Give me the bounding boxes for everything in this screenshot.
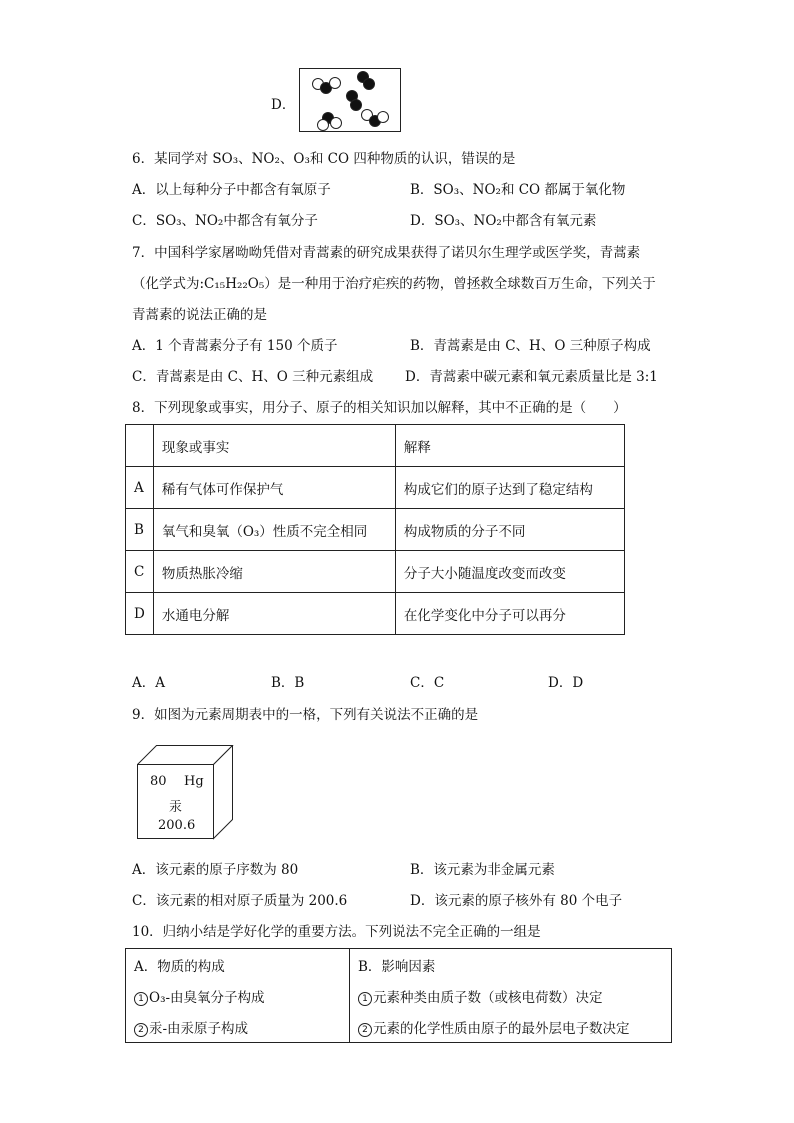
left-item-1: 1 O₃-由臭氧分子构成 bbox=[126, 980, 350, 1011]
circled-number-icon: 1 bbox=[358, 992, 372, 1006]
row-fact: 氧气和臭氧（O₃）性质不完全相同 bbox=[153, 509, 395, 551]
header-fact: 现象或事实 bbox=[153, 425, 395, 467]
white-atom bbox=[378, 112, 389, 123]
row-explain: 构成它们的原子达到了稳定结构 bbox=[395, 467, 624, 509]
white-atom bbox=[318, 120, 329, 131]
element-symbol: Hg bbox=[184, 774, 204, 789]
row-explain: 在化学变化中分子可以再分 bbox=[395, 593, 624, 635]
q6-stem: 6．某同学对 SO₃、NO₂、O₃和 CO 四种物质的认识，错误的是 bbox=[132, 151, 516, 167]
q10-table bbox=[125, 948, 672, 1043]
q7-option-b[interactable]: B．青蒿素是由 C、H、O 三种原子构成 bbox=[410, 338, 651, 354]
black-atom bbox=[351, 100, 362, 111]
row-explain: 分子大小随温度改变而改变 bbox=[395, 551, 624, 593]
row-key: D bbox=[126, 593, 154, 635]
table-header-row bbox=[126, 425, 625, 467]
row-fact: 稀有气体可作保护气 bbox=[153, 467, 395, 509]
q7-stem-line2: （化学式为:C₁₅H₂₂O₅）是一种用于治疗疟疾的药物，曾拯救全球数百万生命，下列关于 bbox=[132, 276, 656, 292]
black-atom bbox=[364, 79, 375, 90]
circled-number-icon: 2 bbox=[358, 1023, 372, 1037]
white-atom bbox=[331, 118, 342, 129]
q9-option-a[interactable]: A．该元素的原子序数为 80 bbox=[132, 862, 299, 878]
q7-option-d[interactable]: D．青蒿素中碳元素和氧元素质量比是 3:1 bbox=[405, 369, 658, 385]
q7-stem-line3: 青蒿素的说法正确的是 bbox=[132, 307, 267, 323]
row-key: C bbox=[126, 551, 154, 593]
q7-stem-line1: 7．中国科学家屠呦呦凭借对青蒿素的研究成果获得了诺贝尔生理学或医学奖，青蒿素 bbox=[132, 245, 641, 261]
table-row bbox=[126, 467, 625, 509]
q6-option-c[interactable]: C．SO₃、NO₂中都含有氧分子 bbox=[132, 213, 318, 229]
table-row bbox=[126, 980, 672, 1011]
q7-option-a[interactable]: A．1 个青蒿素分子有 150 个质子 bbox=[132, 338, 338, 354]
q9-option-b[interactable]: B．该元素为非金属元素 bbox=[410, 862, 555, 878]
q6-option-d[interactable]: D．SO₃、NO₂中都含有氧元素 bbox=[410, 213, 597, 229]
circled-number-icon: 1 bbox=[134, 992, 148, 1006]
q9-option-d[interactable]: D．该元素的原子核外有 80 个电子 bbox=[410, 893, 623, 909]
right-item-1: 1 元素种类由质子数（或核电荷数）决定 bbox=[350, 980, 672, 1011]
element-name: 汞 bbox=[169, 800, 183, 815]
row-key: B bbox=[126, 509, 154, 551]
table-row bbox=[126, 1011, 672, 1043]
circled-number-icon: 2 bbox=[134, 1023, 148, 1037]
left-title: A．物质的构成 bbox=[126, 949, 350, 981]
element-atomic-mass: 200.6 bbox=[158, 818, 196, 833]
left-item-2: 2 汞-由汞原子构成 bbox=[126, 1011, 350, 1043]
q5-option-d-label[interactable]: D． bbox=[271, 97, 296, 113]
q7-option-c[interactable]: C．青蒿素是由 C、H、O 三种元素组成 bbox=[132, 369, 374, 385]
element-atomic-number: 80 bbox=[150, 774, 167, 789]
q8-option-c[interactable]: C．C bbox=[410, 675, 445, 691]
row-fact: 物质热胀冷缩 bbox=[153, 551, 395, 593]
q8-option-d[interactable]: D．D bbox=[548, 675, 584, 691]
table-row bbox=[126, 949, 672, 981]
row-key: A bbox=[126, 467, 154, 509]
q6-option-b[interactable]: B．SO₃、NO₂和 CO 都属于氧化物 bbox=[410, 182, 626, 198]
white-atom bbox=[330, 78, 341, 89]
q6-option-a[interactable]: A．以上每种分子中都含有氧原子 bbox=[132, 182, 331, 198]
q8-option-b[interactable]: B．B bbox=[271, 675, 305, 691]
q8-option-a[interactable]: A．A bbox=[132, 675, 165, 691]
row-fact: 水通电分解 bbox=[153, 593, 395, 635]
row-explain: 构成物质的分子不同 bbox=[395, 509, 624, 551]
q8-stem: 8．下列现象或事实，用分子、原子的相关知识加以解释，其中不正确的是（ ） bbox=[132, 400, 627, 416]
right-title: B．影响因素 bbox=[350, 949, 672, 981]
q5-molecule-diagram bbox=[299, 68, 402, 133]
q9-option-c[interactable]: C．该元素的相对原子质量为 200.6 bbox=[132, 893, 348, 909]
right-item-2: 2 元素的化学性质由原子的最外层电子数决定 bbox=[350, 1011, 672, 1043]
table-row bbox=[126, 593, 625, 635]
table-row bbox=[126, 509, 625, 551]
q10-stem: 10．归纳小结是学好化学的重要方法。下列说法不完全正确的一组是 bbox=[132, 924, 541, 940]
table-row bbox=[126, 551, 625, 593]
q8-table bbox=[125, 424, 625, 635]
q9-stem: 9．如图为元素周期表中的一格，下列有关说法不正确的是 bbox=[132, 707, 479, 723]
header-explain: 解释 bbox=[395, 425, 624, 467]
